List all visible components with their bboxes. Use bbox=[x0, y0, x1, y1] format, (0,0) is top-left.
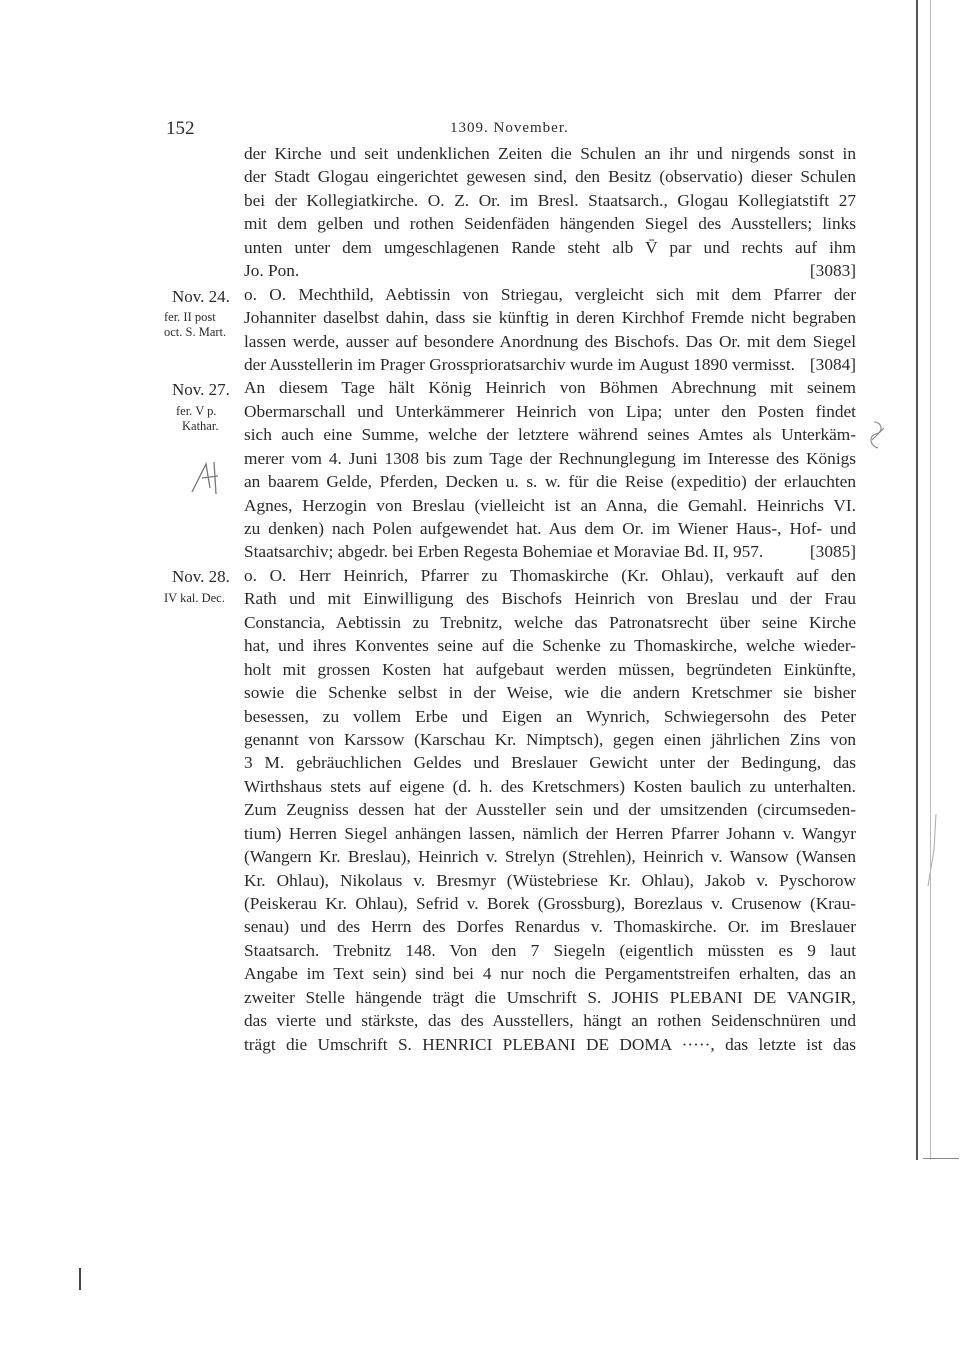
text-line: an baarem Gelde, Pferden, Decken u. s. w. für die Reise (expeditio) der erlauchten bbox=[244, 472, 856, 492]
text-line: merer vom 4. Juni 1308 bis zum Tage der Rechnunglegung im Interesse des Königs bbox=[244, 448, 856, 468]
text-line: der Stadt Glogau eingerichtet gewesen sind, den Besitz (observatio) dieser Schulen bbox=[244, 167, 856, 187]
text-line: zweiter Stelle hängende trägt die Umschrift S. JOHIS PLEBANI DE VANGIR, bbox=[244, 987, 856, 1007]
text-line: (Peiskerau Kr. Ohlau), Sefrid v. Borek (Grossburg), Borezlaus v. Crusenow (Krau- bbox=[244, 894, 856, 913]
text-line: holt mit grossen Kosten hat aufgebaut werden müssen, begründeten Einkünfte, bbox=[244, 659, 856, 679]
text-line-with-ref bbox=[244, 259, 856, 282]
text-line: o. O. Mechthild, Aebtissin von Striegau, vergleicht sich mit dem Pfarrer der bbox=[244, 284, 856, 304]
binding-edge-shadow bbox=[930, 0, 931, 1160]
text-line: An diesem Tage hält König Heinrich von Böhmen Abrechnung mit seinem bbox=[244, 378, 856, 398]
text-line: besessen, zu vollem Erbe und Eigen an Wynrich, Schwiegersohn des Peter bbox=[244, 706, 856, 726]
binding-edge-tick bbox=[923, 1158, 959, 1159]
text-line: sich auch eine Summe, welche der letztere während seines Amtes als Unterkäm- bbox=[244, 425, 856, 445]
text-line: der Ausstellerin im Prager Grossprioratsarchiv wurde im August 1890 vermisst. bbox=[244, 354, 795, 374]
text-line: sowie die Schenke selbst in der Weise, wie die andern Kretschmer sie bisher bbox=[244, 683, 856, 703]
text-line: unten unter dem umgeschlagenen Rande steht alb V̄ par und rechts auf ihm bbox=[244, 237, 856, 257]
text-line: senau) und des Herrn des Dorfes Renardus v. Thomaskirche. Or. im Breslauer bbox=[244, 917, 856, 937]
body-text bbox=[244, 142, 856, 1056]
margin-date-3086: Nov. 28. bbox=[172, 567, 230, 586]
text-line: der Kirche und seit undenklichen Zeiten die Schulen an ihr und nirgends sonst in bbox=[244, 144, 856, 163]
text-line: Staatsarchiv; abgedr. bei Erben Regesta Bohemiae et Moraviae Bd. II, 957. bbox=[244, 542, 764, 562]
pencil-margin-stroke bbox=[922, 810, 942, 890]
text-line: Zum Zeugniss dessen hat der Aussteller sein und der umsitzenden (circumseden- bbox=[244, 800, 856, 820]
text-line: das vierte und stärkste, das des Ausstellers, hängt an rothen Seidenschnüren und bbox=[244, 1011, 856, 1031]
text-line: bei der Kollegiatkirche. O. Z. Or. im Bresl. Staatsarch., Glogau Kollegiatstift 27 bbox=[244, 190, 856, 210]
page-number: 152 bbox=[166, 118, 195, 139]
text-line: zu denken) nach Polen aufgewendet hat. Aus dem Or. im Wiener Haus-, Hof- und bbox=[244, 519, 856, 538]
stray-scan-mark bbox=[79, 1268, 81, 1290]
text-line: Obermarschall und Unterkämmerer Heinrich von Lipa; unter den Posten findet bbox=[244, 401, 856, 421]
pencil-annotation-mark bbox=[188, 458, 232, 496]
text-line-with-ref bbox=[244, 353, 856, 376]
text-line: Staatsarch. Trebnitz 148. Von den 7 Siegeln (eigentlich müssten es 9 laut bbox=[244, 940, 856, 960]
regest-number-3084: [3084] bbox=[809, 354, 856, 374]
regest-number-3085: [3085] bbox=[809, 542, 856, 562]
text-line: hat, und ihres Konventes seine auf die Schenke zu Thomaskirche, welche wieder- bbox=[244, 636, 856, 656]
text-line: genannt von Karssow (Karschau Kr. Nimptsch), gegen einen jährlichen Zins von bbox=[244, 729, 856, 749]
text-line: Angabe im Text sein) sind bei 4 nur noch die Pergamentstreifen erhalten, das an bbox=[244, 964, 856, 984]
text-line: 3 M. gebräuchlichen Geldes und Breslauer Gewicht unter der Bedingung, das bbox=[244, 753, 856, 773]
text-line: tium) Herren Siegel anhängen lassen, nämlich der Herren Pfarrer Johann v. Wangyr bbox=[244, 823, 856, 843]
text-line: Jo. Pon. bbox=[244, 261, 300, 281]
margin-feast-3084-line1: fer. II post bbox=[164, 310, 216, 324]
regest-number-3083: [3083] bbox=[809, 261, 856, 281]
margin-feast-3084-line2: oct. S. Mart. bbox=[164, 325, 227, 339]
margin-feast-3086: IV kal. Dec. bbox=[164, 591, 225, 605]
text-line: Rath und mit Einwilligung des Bischofs Heinrich von Breslau und der Frau bbox=[244, 589, 856, 609]
text-line: mit dem gelben und rothen Seidenfäden hängenden Siegel des Ausstellers; links bbox=[244, 214, 856, 234]
text-line: Johanniter daselbst dahin, dass sie künftig in deren Kirchhof Fremde nicht begraben bbox=[244, 308, 856, 328]
text-line: (Wangern Kr. Breslau), Heinrich v. Strelyn (Strehlen), Heinrich v. Wansow (Wansen bbox=[244, 847, 856, 867]
margin-date-3085: Nov. 27. bbox=[172, 380, 230, 399]
margin-feast-3085-line1: fer. V p. bbox=[176, 404, 217, 418]
pencil-annotation-mark bbox=[864, 418, 890, 454]
running-head: 1309. November. bbox=[450, 120, 569, 136]
text-line: lassen werde, ausser auf besondere Anordnung des Bischofs. Das Or. mit dem Siegel bbox=[244, 331, 856, 351]
margin-feast-3085-line2: Kathar. bbox=[182, 419, 219, 433]
text-line: trägt die Umschrift S. HENRICI PLEBANI DE DOMA ·····, das letzte ist das bbox=[244, 1034, 856, 1054]
text-line: Agnes, Herzogin von Breslau (vielleicht ist an Anna, die Gemahl. Heinrichs VI. bbox=[244, 495, 856, 515]
text-line: Wirthshaus stets auf eigene (d. h. des Kretschmers) Kosten baulich zu unterhalten. bbox=[244, 776, 856, 796]
text-line-with-ref bbox=[244, 540, 856, 563]
text-line: Constancia, Aebtissin zu Trebnitz, welche das Patronatsrecht über seine Kirche bbox=[244, 612, 856, 632]
text-line: o. O. Herr Heinrich, Pfarrer zu Thomaskirche (Kr. Ohlau), verkauft auf den bbox=[244, 565, 856, 585]
text-line: Kr. Ohlau), Nikolaus v. Bresmyr (Wüstebriese Kr. Ohlau), Jakob v. Pyschorow bbox=[244, 870, 856, 890]
margin-date-3084: Nov. 24. bbox=[172, 287, 230, 306]
binding-edge-line bbox=[916, 0, 918, 1160]
